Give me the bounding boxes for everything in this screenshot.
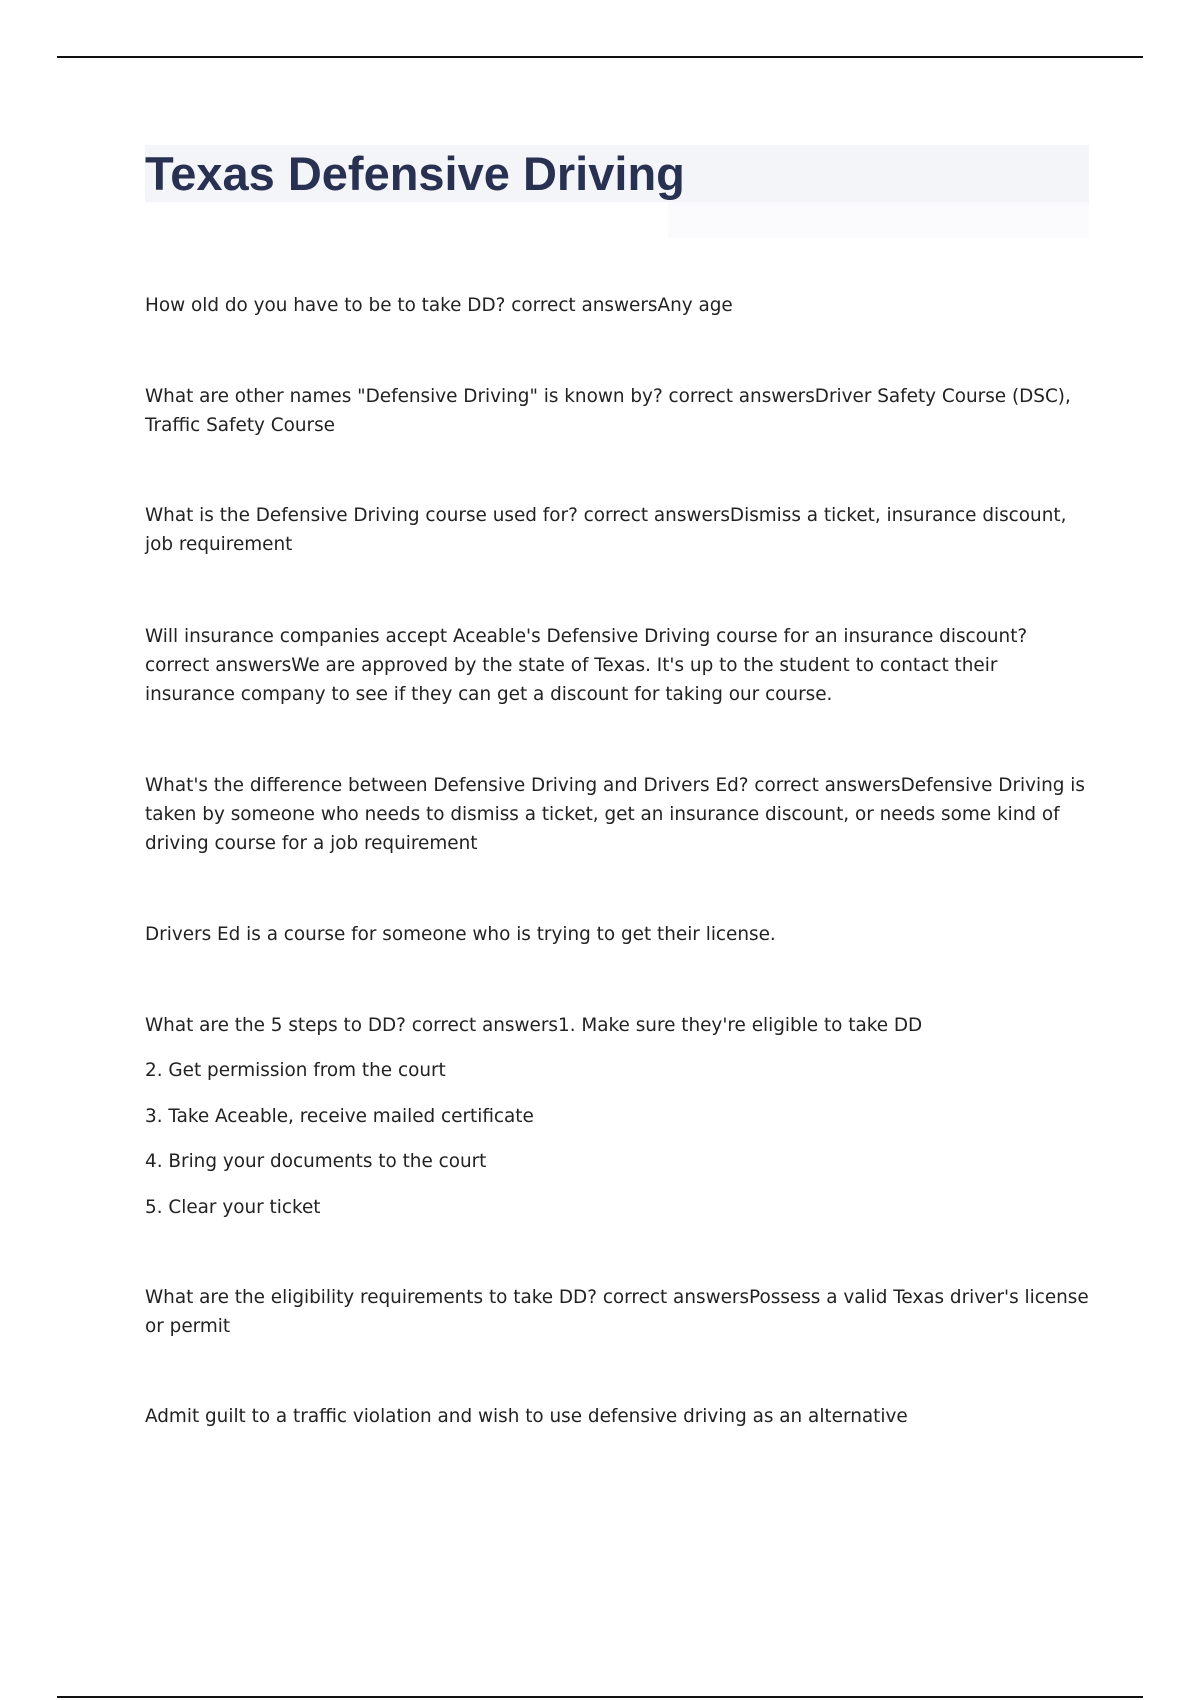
step-item: 2. Get permission from the court	[145, 1060, 446, 1081]
qa-paragraph: Drivers Ed is a course for someone who is trying to get their license.	[145, 924, 776, 945]
qa-paragraph: What are other names "Defensive Driving" is known by? correct answersDriver Safety Course (DSC), Traffic Safety Course	[145, 386, 1071, 436]
bottom-divider	[57, 1696, 1143, 1698]
qa-paragraph: Will insurance companies accept Aceable's Defensive Driving course for an insurance discount? correct answersWe are approved by the state of Texas. It's up to the student to contact their insurance company to see if they can get a discount for taking our course.	[145, 626, 1028, 705]
qa-paragraph: What are the 5 steps to DD? correct answers1. Make sure they're eligible to take DD	[145, 1015, 923, 1036]
qa-paragraph: What are the eligibility requirements to take DD? correct answersPossess a valid Texas driver's license or permit	[145, 1287, 1089, 1337]
page-title: Texas Defensive Driving	[145, 147, 685, 200]
top-divider	[57, 56, 1143, 58]
step-item: 4. Bring your documents to the court	[145, 1151, 487, 1172]
qa-paragraph: What is the Defensive Driving course used for? correct answersDismiss a ticket, insurance discount, job requirement	[145, 505, 1067, 555]
qa-paragraph: How old do you have to be to take DD? correct answersAny age	[145, 295, 733, 316]
qa-paragraph: Admit guilt to a traffic violation and wish to use defensive driving as an alternative	[145, 1406, 908, 1427]
title-highlight-shadow	[668, 202, 1089, 238]
step-item: 5. Clear your ticket	[145, 1197, 321, 1218]
qa-paragraph: What's the difference between Defensive Driving and Drivers Ed? correct answersDefensive Driving is taken by someone who needs to dismiss a ticket, get an insurance discount, or needs some kind of driving course for a job requirement	[145, 775, 1085, 854]
step-item: 3. Take Aceable, receive mailed certificate	[145, 1106, 534, 1127]
